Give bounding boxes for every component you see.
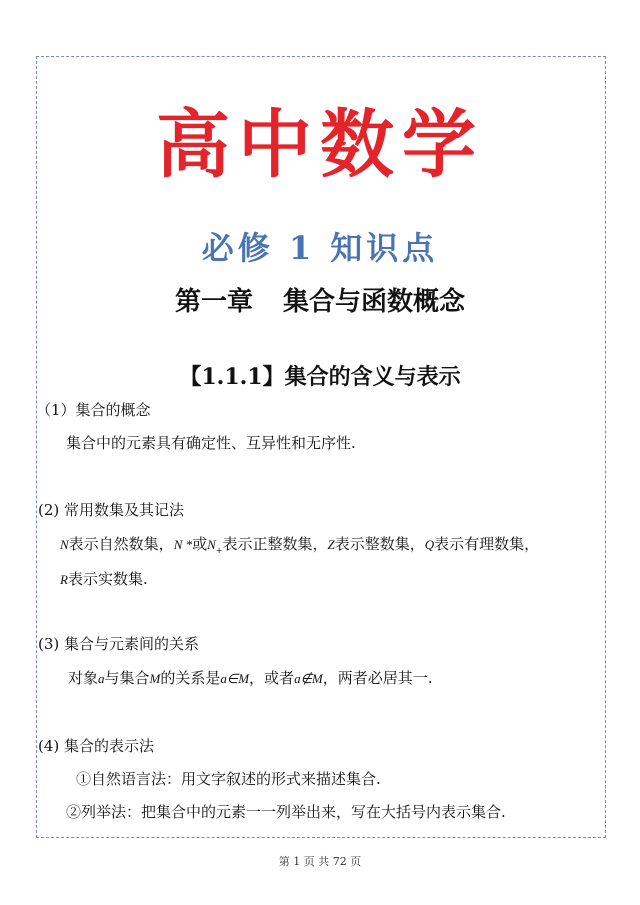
var-R: R	[60, 572, 68, 587]
page-title: 高中数学	[156, 102, 484, 188]
s3-heading: (3) 集合与元素间的关系	[38, 635, 200, 653]
chapter-heading	[0, 284, 640, 320]
s1-heading: （1）集合的概念	[36, 401, 151, 419]
s3-text-d: ，或者	[249, 669, 295, 687]
relation-notin: a∉M	[294, 671, 323, 686]
chapter-number: 第一章	[174, 287, 253, 317]
s2-line1	[60, 533, 539, 562]
var-M: M	[149, 671, 161, 686]
plus-subscript: +	[215, 546, 223, 555]
s2-text-or: 或	[192, 535, 208, 553]
var-Q: Q	[424, 537, 435, 552]
s4-item2: ②列举法：把集合中的元素一一列举出来，写在大括号内表示集合.	[66, 803, 506, 821]
s2-text-c: 表示整数集，	[334, 535, 425, 553]
relation-in: a∈M	[220, 671, 250, 686]
s4-item1: ①自然语言法：用文字叙述的形式来描述集合.	[76, 770, 381, 788]
s3-text-c: 的关系是	[160, 669, 221, 687]
s3-text-a: 对象	[68, 669, 99, 687]
var-Nstar: N *	[173, 537, 193, 552]
s2-line2	[60, 568, 148, 591]
page-footer: 第 1 页 共 72 页	[278, 855, 362, 868]
s2-text-d: 表示有理数集，	[434, 535, 540, 553]
s2-text-e: 表示实数集.	[67, 570, 148, 588]
var-N: N	[60, 537, 69, 552]
var-N-plus: N	[207, 537, 216, 552]
page-subtitle: 必修 1 知识点	[201, 229, 439, 267]
chapter-name: 集合与函数概念	[283, 287, 466, 317]
var-a: a	[98, 671, 105, 686]
var-Z: Z	[327, 537, 335, 552]
s2-heading: (2) 常用数集及其记法	[38, 501, 185, 519]
s3-text-b: 与集合	[104, 669, 150, 687]
section-heading: 【1.1.1】集合的含义与表示	[179, 364, 461, 390]
s1-body: 集合中的元素具有确定性、互异性和无序性.	[66, 434, 356, 452]
s3-body	[68, 667, 433, 690]
s4-heading: (4) 集合的表示法	[38, 737, 155, 755]
s3-text-e: ，两者必居其一.	[322, 669, 433, 687]
s2-text-b: 表示正整数集，	[222, 535, 328, 553]
s2-text-a: 表示自然数集，	[68, 535, 174, 553]
